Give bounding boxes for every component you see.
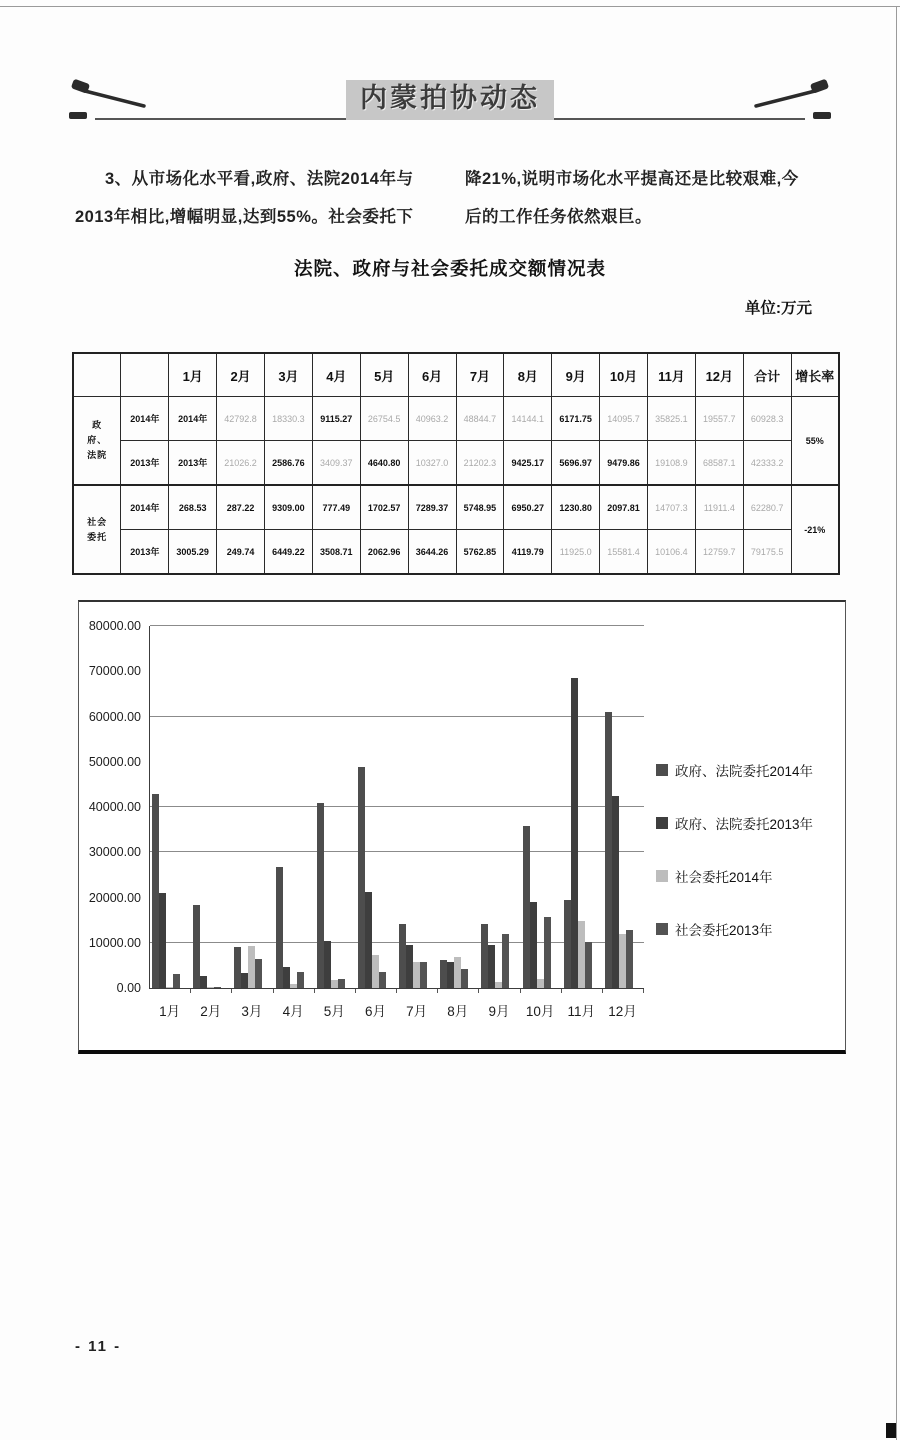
value-cell: 14144.1 xyxy=(504,397,552,441)
x-axis-label: 4月 xyxy=(282,1004,304,1019)
bar xyxy=(338,979,345,988)
x-axis-label: 1月 xyxy=(159,1004,181,1019)
bar xyxy=(585,942,592,988)
bar-group xyxy=(191,626,232,988)
year-cell: 2013年 xyxy=(121,441,169,486)
x-axis-label: 6月 xyxy=(364,1004,386,1019)
column-header: 4月 xyxy=(312,353,360,397)
y-axis-label: 70000.00 xyxy=(88,664,141,679)
legend-swatch xyxy=(656,870,668,882)
bar xyxy=(447,962,454,988)
value-cell: 10106.4 xyxy=(648,530,696,575)
x-axis-label: 10月 xyxy=(525,1004,555,1019)
value-cell: 4640.80 xyxy=(360,441,408,486)
legend-label: 社会委托2014年 xyxy=(675,870,773,885)
paragraph-column-2 xyxy=(465,160,835,236)
legend-label: 社会委托2013年 xyxy=(675,923,773,938)
value-cell: 1702.57 xyxy=(360,485,408,530)
bar xyxy=(605,712,612,988)
value-cell: 14095.7 xyxy=(600,397,648,441)
value-cell: 60928.3 xyxy=(743,397,791,441)
bar-group xyxy=(479,626,520,988)
y-axis-label: 0.00 xyxy=(116,981,141,995)
chart-legend xyxy=(656,760,813,972)
value-cell: 777.49 xyxy=(312,485,360,530)
table-unit-label: 单位:万元 xyxy=(744,300,812,317)
bar-group xyxy=(315,626,356,988)
y-axis-label: 30000.00 xyxy=(88,845,141,860)
x-axis-label: 5月 xyxy=(323,1004,345,1019)
bar xyxy=(358,767,365,988)
bar-group xyxy=(150,626,191,988)
column-header: 5月 xyxy=(360,353,408,397)
bar xyxy=(488,945,495,988)
x-axis-tick xyxy=(561,989,562,993)
bar-group xyxy=(562,626,603,988)
value-cell: 9309.00 xyxy=(265,485,313,530)
bar xyxy=(324,941,331,988)
column-header: 7月 xyxy=(456,353,504,397)
value-cell: 6950.27 xyxy=(504,485,552,530)
y-axis-label: 50000.00 xyxy=(88,754,141,769)
value-cell: 4119.79 xyxy=(504,530,552,575)
value-cell: 287.22 xyxy=(217,485,265,530)
value-cell: 35825.1 xyxy=(648,397,696,441)
value-cell: 9479.86 xyxy=(600,441,648,486)
value-cell: 3508.71 xyxy=(312,530,360,575)
value-cell: 18330.3 xyxy=(265,397,313,441)
x-axis-label: 8月 xyxy=(447,1004,469,1019)
legend-item xyxy=(656,760,813,780)
value-cell: 2014年 xyxy=(169,397,217,441)
y-axis-label: 80000.00 xyxy=(88,619,141,633)
value-cell: 5762.85 xyxy=(456,530,504,575)
y-axis-label: 10000.00 xyxy=(88,935,141,950)
legend-item xyxy=(656,813,813,833)
value-cell: 1230.80 xyxy=(552,485,600,530)
column-header: 11月 xyxy=(648,353,696,397)
legend-swatch xyxy=(656,923,668,935)
value-cell: 26754.5 xyxy=(360,397,408,441)
bar xyxy=(413,962,420,988)
bar xyxy=(193,905,200,988)
chart-x-axis-labels xyxy=(149,1000,643,1020)
value-cell: 42333.2 xyxy=(743,441,791,486)
value-cell: 40963.2 xyxy=(408,397,456,441)
value-cell: 3005.29 xyxy=(169,530,217,575)
y-axis-label: 60000.00 xyxy=(88,709,141,724)
bar xyxy=(481,924,488,988)
row-group-label: 政 府、 法院 xyxy=(73,397,121,486)
paragraph-line: 3、从市场化水平看,政府、法院2014年与 xyxy=(105,170,414,188)
year-cell: 2014年 xyxy=(121,485,169,530)
value-cell: 5748.95 xyxy=(456,485,504,530)
bar xyxy=(290,984,297,988)
table-row xyxy=(73,530,839,575)
page-corner-mark xyxy=(886,1423,896,1438)
bar xyxy=(214,987,221,988)
column-header: 6月 xyxy=(408,353,456,397)
column-header: 2月 xyxy=(217,353,265,397)
bar xyxy=(248,946,255,988)
bar xyxy=(283,967,290,988)
value-cell: 268.53 xyxy=(169,485,217,530)
bar xyxy=(173,974,180,988)
value-cell: 6449.22 xyxy=(265,530,313,575)
bar xyxy=(523,826,530,988)
bar xyxy=(152,794,159,988)
column-header: 合计 xyxy=(743,353,791,397)
value-cell: 3409.37 xyxy=(312,441,360,486)
value-cell: 14707.3 xyxy=(648,485,696,530)
growth-cell: -21% xyxy=(791,485,839,574)
bar xyxy=(420,962,427,988)
bar-group xyxy=(438,626,479,988)
page-banner-title: 内蒙拍协动态 xyxy=(346,80,554,120)
value-cell: 3644.26 xyxy=(408,530,456,575)
bar-group xyxy=(274,626,315,988)
bar xyxy=(495,982,502,988)
value-cell: 7289.37 xyxy=(408,485,456,530)
column-header: 8月 xyxy=(504,353,552,397)
x-axis-label: 2月 xyxy=(200,1004,222,1019)
x-axis-tick xyxy=(643,989,644,993)
bar xyxy=(241,973,248,988)
column-header xyxy=(73,353,121,397)
bar xyxy=(200,976,207,988)
paragraph-line: 后的工作任务依然艰巨。 xyxy=(465,208,652,226)
page-header xyxy=(0,76,900,136)
x-axis-tick xyxy=(478,989,479,993)
bar xyxy=(365,892,372,988)
bar xyxy=(564,900,571,988)
legend-label: 政府、法院委托2013年 xyxy=(675,817,814,832)
chart xyxy=(78,600,846,1054)
x-axis-tick xyxy=(355,989,356,993)
table-row xyxy=(73,485,839,530)
bar-group xyxy=(356,626,397,988)
column-header: 9月 xyxy=(552,353,600,397)
page-number: - 11 - xyxy=(75,1338,122,1355)
column-header: 12月 xyxy=(695,353,743,397)
value-cell: 2013年 xyxy=(169,441,217,486)
gavel-icon xyxy=(752,78,832,129)
bar xyxy=(619,934,626,988)
x-axis-label: 7月 xyxy=(406,1004,428,1019)
chart-plot-area xyxy=(149,626,644,989)
chart-bars xyxy=(150,626,644,988)
bar xyxy=(317,803,324,988)
bar xyxy=(440,960,447,988)
paragraph-column-1 xyxy=(75,160,440,236)
value-cell: 2062.96 xyxy=(360,530,408,575)
value-cell: 9115.27 xyxy=(312,397,360,441)
value-cell: 5696.97 xyxy=(552,441,600,486)
legend-item xyxy=(656,866,813,886)
value-cell: 21026.2 xyxy=(217,441,265,486)
column-header: 增长率 xyxy=(791,353,839,397)
bar xyxy=(612,796,619,988)
table-body xyxy=(73,397,839,575)
value-cell: 21202.3 xyxy=(456,441,504,486)
bar xyxy=(255,959,262,988)
bar xyxy=(234,947,241,988)
value-cell: 48844.7 xyxy=(456,397,504,441)
x-axis-label: 11月 xyxy=(567,1004,596,1019)
value-cell: 11925.0 xyxy=(552,530,600,575)
y-axis-label: 20000.00 xyxy=(88,890,141,905)
paragraph-line: 2013年相比,增幅明显,达到55%。社会委托下 xyxy=(75,208,414,226)
value-cell: 19557.7 xyxy=(695,397,743,441)
x-axis-label: 12月 xyxy=(608,1004,637,1019)
bar xyxy=(372,955,379,988)
table-title: 法院、政府与社会委托成交额情况表 xyxy=(293,258,606,279)
x-axis-tick xyxy=(437,989,438,993)
bar xyxy=(297,972,304,988)
bar xyxy=(544,917,551,988)
y-axis-label: 40000.00 xyxy=(88,800,141,814)
value-cell: 10327.0 xyxy=(408,441,456,486)
x-axis-tick xyxy=(520,989,521,993)
value-cell: 11911.4 xyxy=(695,485,743,530)
year-cell: 2013年 xyxy=(121,530,169,575)
x-axis-label: 9月 xyxy=(488,1004,510,1019)
bar xyxy=(379,972,386,988)
legend-item xyxy=(656,919,813,939)
x-axis-tick xyxy=(190,989,191,993)
value-cell: 9425.17 xyxy=(504,441,552,486)
x-axis-tick xyxy=(314,989,315,993)
bar xyxy=(331,980,338,988)
x-axis-tick xyxy=(273,989,274,993)
bar xyxy=(571,678,578,988)
bar-group xyxy=(521,626,562,988)
bar xyxy=(502,934,509,988)
bar xyxy=(578,921,585,988)
bar xyxy=(530,902,537,988)
bar xyxy=(454,957,461,988)
page-top-border xyxy=(0,6,900,7)
column-header: 1月 xyxy=(169,353,217,397)
paragraph-line: 降21%,说明市场化水平提高还是比较艰难,今 xyxy=(465,170,799,188)
x-axis-tick xyxy=(396,989,397,993)
value-cell: 62280.7 xyxy=(743,485,791,530)
data-table xyxy=(72,352,840,575)
table-header-row xyxy=(73,353,839,397)
value-cell: 2586.76 xyxy=(265,441,313,486)
page-right-border xyxy=(896,6,897,1440)
bar xyxy=(406,945,413,988)
year-cell: 2014年 xyxy=(121,397,169,441)
bar-group xyxy=(397,626,438,988)
row-group-label: 社会 委托 xyxy=(73,485,121,574)
value-cell: 15581.4 xyxy=(600,530,648,575)
table-row xyxy=(73,441,839,486)
value-cell: 68587.1 xyxy=(695,441,743,486)
column-header: 3月 xyxy=(265,353,313,397)
bar xyxy=(399,924,406,988)
bar-group xyxy=(603,626,644,988)
legend-swatch xyxy=(656,764,668,776)
table-row xyxy=(73,397,839,441)
value-cell: 42792.8 xyxy=(217,397,265,441)
bar xyxy=(626,930,633,988)
x-axis-tick xyxy=(602,989,603,993)
bar xyxy=(159,893,166,988)
column-header: 10月 xyxy=(600,353,648,397)
bar-group xyxy=(232,626,273,988)
bar xyxy=(207,987,214,988)
bar xyxy=(461,969,468,988)
value-cell: 12759.7 xyxy=(695,530,743,575)
growth-cell: 55% xyxy=(791,397,839,486)
value-cell: 19108.9 xyxy=(648,441,696,486)
x-axis-label: 3月 xyxy=(241,1004,263,1019)
gavel-icon xyxy=(68,78,148,129)
legend-label: 政府、法院委托2014年 xyxy=(675,764,814,779)
bar xyxy=(537,979,544,988)
value-cell: 6171.75 xyxy=(552,397,600,441)
column-header xyxy=(121,353,169,397)
value-cell: 79175.5 xyxy=(743,530,791,575)
bar xyxy=(166,987,173,988)
bar xyxy=(276,867,283,988)
x-axis-tick xyxy=(231,989,232,993)
value-cell: 2097.81 xyxy=(600,485,648,530)
value-cell: 249.74 xyxy=(217,530,265,575)
legend-swatch xyxy=(656,817,668,829)
